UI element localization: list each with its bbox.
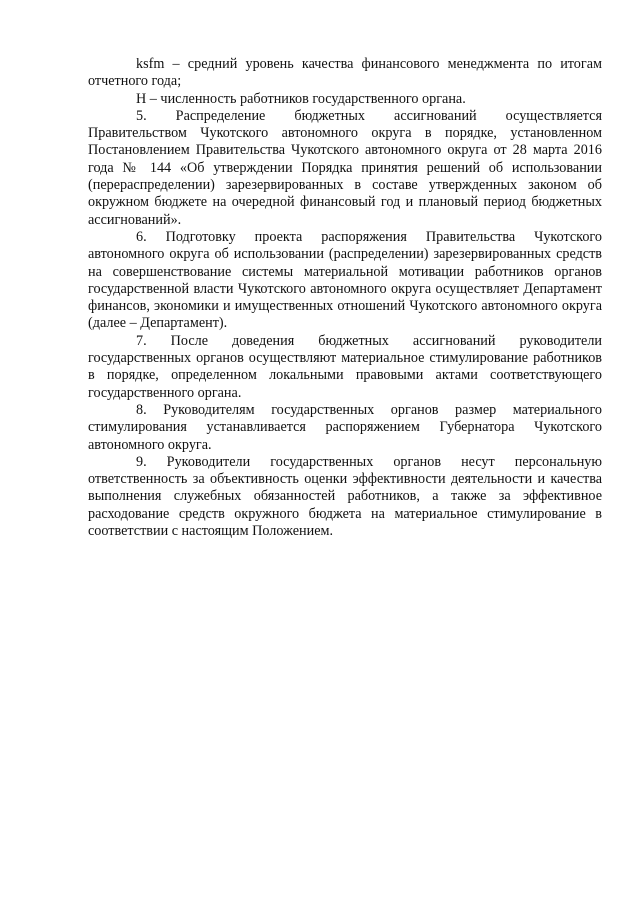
- document-page: [88, 56, 602, 540]
- paragraph-ksfm-definition: ksfm – средний уровень качества финансового менеджмента по итогам отчетного года;: [88, 56, 602, 90]
- paragraph-n-definition: Н – численность работников государственного органа.: [136, 90, 466, 107]
- paragraph-clause-5: 5. Распределение бюджетных ассигнований осуществляется Правительством Чукотского автономного округа в порядке, установленном Постановлением Правительства Чукотского автономного округа от 28 марта 2016 года № 144 «Об утверждении Порядка принятия решений об использовании (перераспределении) зарезервированных в составе утвержденных законом об окружном бюджете на очередной финансовый год и плановый период бюджетных ассигнований».: [88, 107, 602, 228]
- paragraph-clause-6: 6. Подготовку проекта распоряжения Правительства Чукотского автономного округа об использовании (распределении) зарезервированных средств на совершенствование системы материальной мотивации работников органов государственной власти Чукотского автономного округа осуществляет Департамент финансов, экономики и имущественных отношений Чукотского автономного округа (далее – Департамент).: [88, 228, 602, 332]
- paragraph-clause-9: 9. Руководители государственных органов несут персональную ответственность за объективность оценки эффективности деятельности и качества выполнения служебных обязанностей работников, а также за эффективное расходование средств окружного бюджета на материальное стимулирование в соответствии с настоящим Положением.: [88, 453, 602, 540]
- paragraph-clause-7: 7. После доведения бюджетных ассигнований руководители государственных органов осуществляют материальное стимулирование работников в порядке, определенном локальными правовыми актами соответствующего государственного органа.: [88, 332, 602, 401]
- paragraph-clause-8: 8. Руководителям государственных органов размер материального стимулирования устанавливается распоряжением Губернатора Чукотского автономного округа.: [88, 401, 602, 453]
